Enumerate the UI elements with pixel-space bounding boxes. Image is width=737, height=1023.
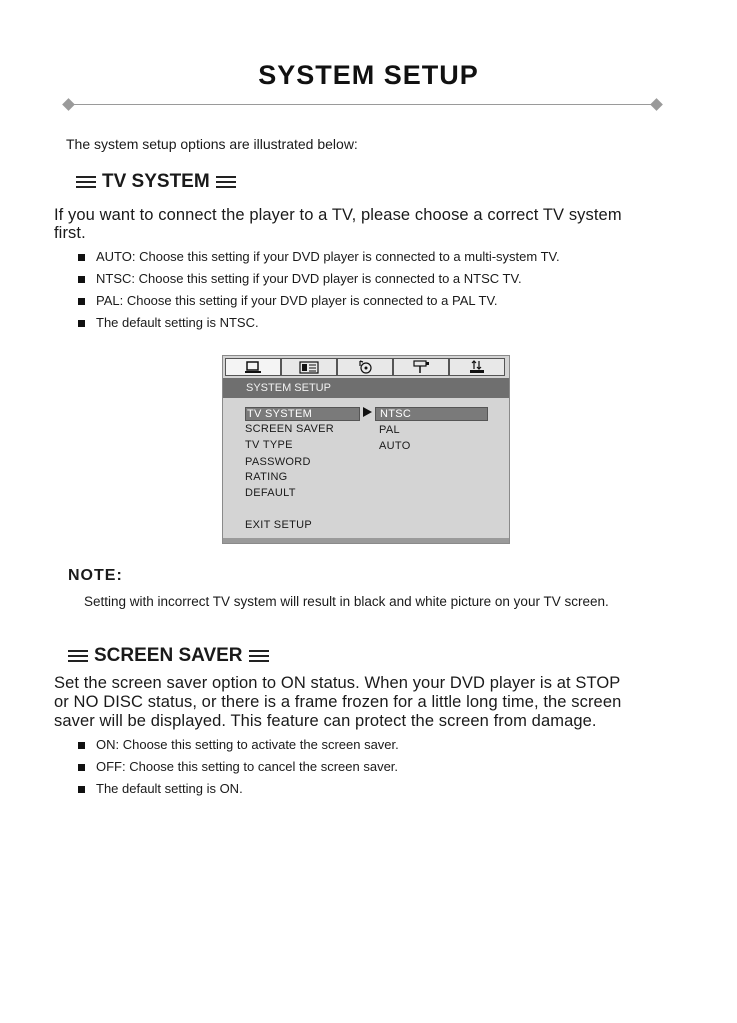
- menu-lines-icon: [216, 176, 236, 189]
- osd-header: SYSTEM SETUP: [223, 378, 509, 398]
- list-item: ON: Choose this setting to activate the screen saver.: [74, 734, 399, 756]
- osd-item-tv-type[interactable]: TV TYPE: [245, 439, 293, 451]
- video-icon[interactable]: [393, 358, 449, 376]
- list-item: The default setting is ON.: [74, 778, 399, 800]
- list-item: AUTO: Choose this setting if your DVD player is connected to a multi-system TV.: [74, 246, 560, 268]
- menu-lines-icon: [68, 650, 88, 663]
- osd-item-password[interactable]: PASSWORD: [245, 456, 311, 468]
- osd-item-screen-saver[interactable]: SCREEN SAVER: [245, 423, 334, 435]
- list-item: The default setting is NTSC.: [74, 312, 560, 334]
- audio-icon[interactable]: [337, 358, 393, 376]
- osd-option-auto[interactable]: AUTO: [379, 440, 411, 452]
- screen-saver-line3: saver will be displayed. This feature can protect the screen from damage.: [54, 712, 597, 730]
- osd-item-rating[interactable]: RATING: [245, 471, 288, 483]
- note-text: Setting with incorrect TV system will result in black and white picture on your TV screen.: [84, 594, 609, 609]
- note-label: NOTE:: [68, 567, 123, 584]
- list-item: NTSC: Choose this setting if your DVD player is connected to a NTSC TV.: [74, 268, 560, 290]
- osd-item-exit-setup[interactable]: EXIT SETUP: [245, 519, 312, 531]
- right-arrow-icon: [363, 407, 372, 417]
- tv-system-heading: [76, 171, 236, 193]
- list-item: PAL: Choose this setting if your DVD player is connected to a PAL TV.: [74, 290, 560, 312]
- screen-saver-heading-text: SCREEN SAVER: [94, 645, 243, 666]
- tv-system-bullets: [74, 246, 560, 334]
- language-icon[interactable]: [281, 358, 337, 376]
- title-divider: [70, 104, 658, 105]
- screen-saver-heading: [68, 645, 269, 667]
- monitor-icon[interactable]: [225, 358, 281, 376]
- osd-menu: [222, 355, 510, 544]
- osd-tab-bar: [225, 358, 505, 376]
- osd-option-ntsc[interactable]: NTSC: [375, 407, 488, 421]
- osd-item-default[interactable]: DEFAULT: [245, 487, 296, 499]
- screen-saver-line1: Set the screen saver option to ON status. When your DVD player is at STOP: [54, 674, 621, 692]
- osd-item-tv-system[interactable]: TV SYSTEM: [245, 407, 360, 421]
- tv-system-intro-line1: If you want to connect the player to a TV, please choose a correct TV system: [54, 206, 622, 224]
- osd-option-pal[interactable]: PAL: [379, 424, 400, 436]
- list-item: OFF: Choose this setting to cancel the screen saver.: [74, 756, 399, 778]
- menu-lines-icon: [76, 176, 96, 189]
- page-title: SYSTEM SETUP: [258, 60, 479, 90]
- rule-right-diamond: [650, 98, 663, 111]
- screen-saver-bullets: [74, 734, 399, 800]
- osd-bottom-bar: [223, 538, 509, 543]
- preference-icon[interactable]: [449, 358, 505, 376]
- tv-system-intro-line2: first.: [54, 224, 86, 242]
- tv-system-heading-text: TV SYSTEM: [102, 171, 210, 192]
- intro-text: The system setup options are illustrated below:: [66, 136, 358, 152]
- menu-lines-icon: [249, 650, 269, 663]
- screen-saver-line2: or NO DISC status, or there is a frame frozen for a little long time, the screen: [54, 693, 622, 711]
